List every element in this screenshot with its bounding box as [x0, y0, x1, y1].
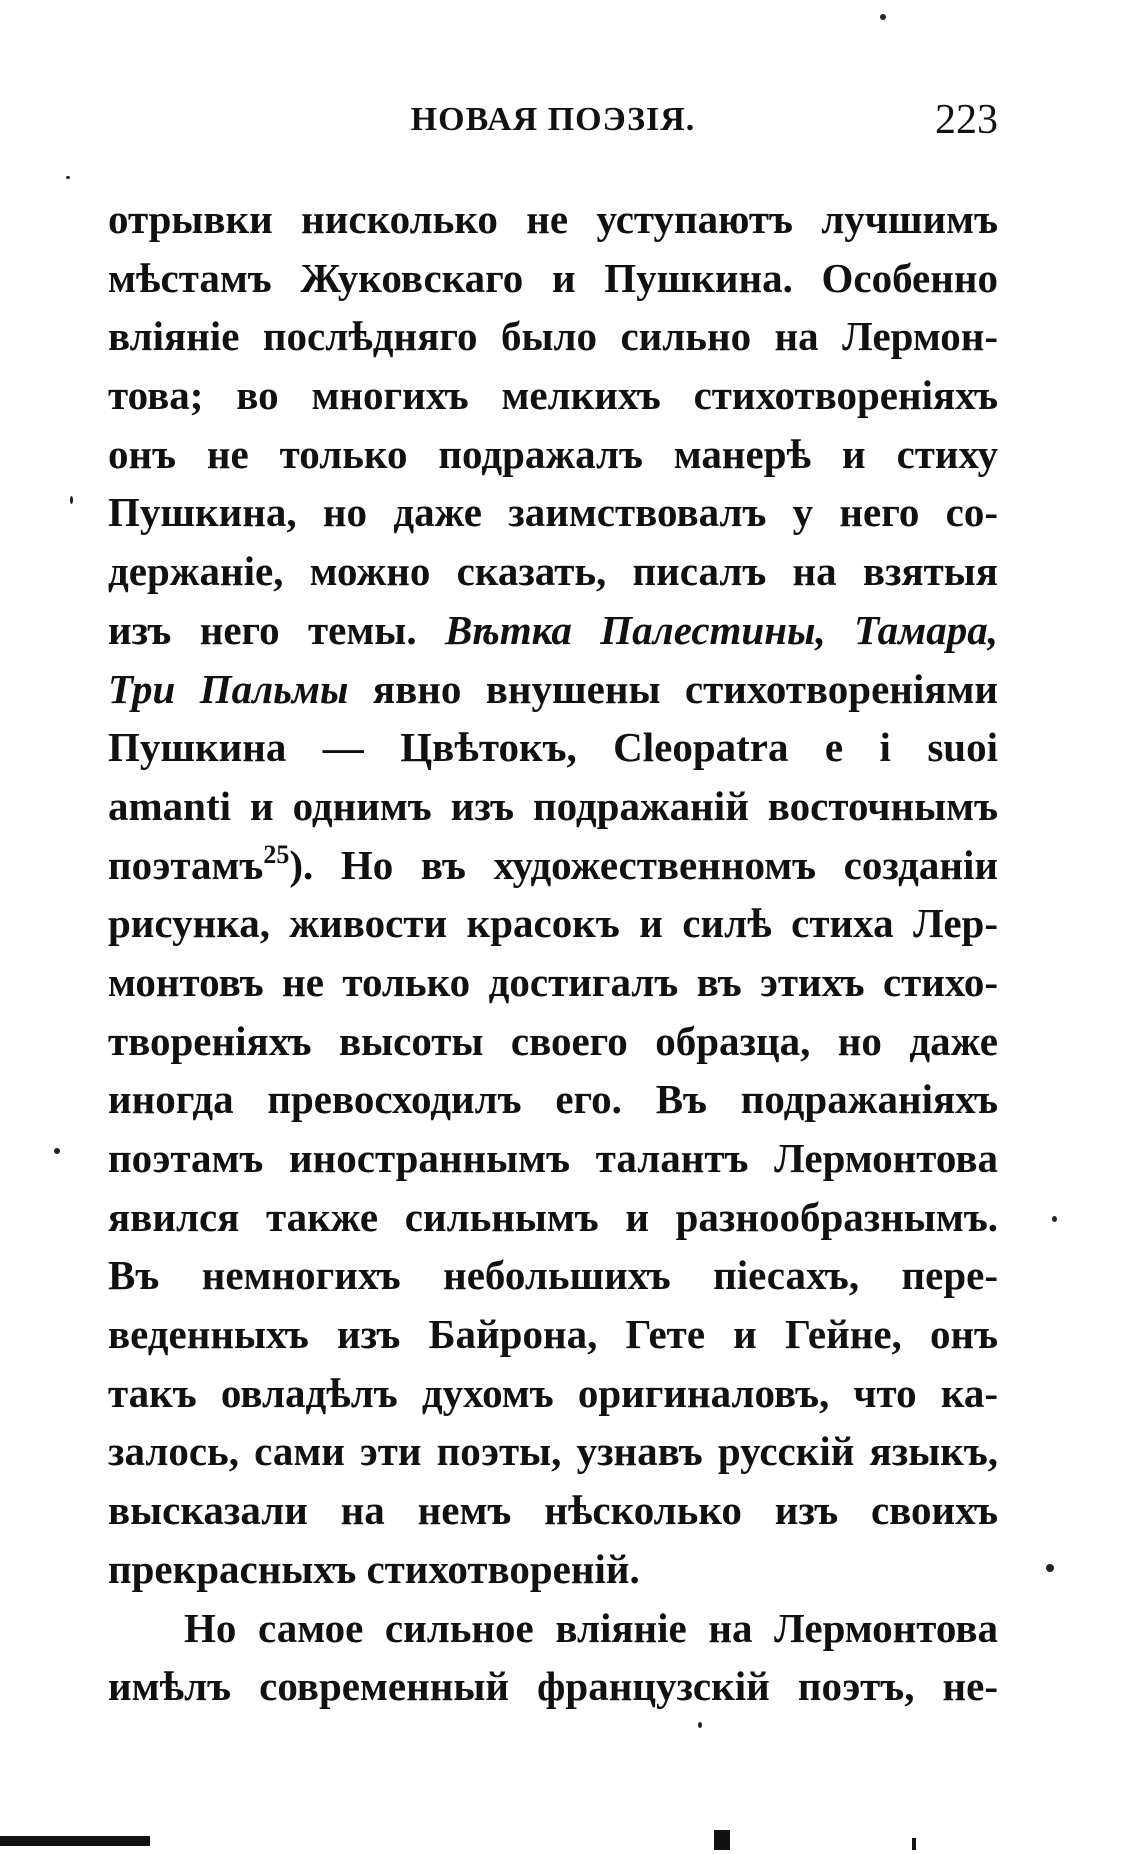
- text-line: твореніяхъ высоты своего образца, но даже: [108, 1017, 998, 1064]
- text-line: залось, сами эти поэты, узнавъ русскій языкъ,: [108, 1428, 998, 1475]
- scan-edge-corner: [912, 1838, 916, 1850]
- text-line: монтовъ не только достигалъ въ этихъ стихо-: [108, 958, 998, 1005]
- text-line: Пушкина, но даже заимствовалъ у него со-: [108, 489, 998, 536]
- running-title: НОВАЯ ПОЭЗІЯ.: [410, 101, 696, 138]
- scan-edge-left: [0, 1836, 150, 1846]
- text-line: высказали на немъ нѣсколько изъ своихъ: [108, 1487, 998, 1534]
- scan-speck: [66, 176, 70, 179]
- text-line: такъ овладѣлъ духомъ оригиналовъ, что ка-: [108, 1369, 998, 1416]
- text-line: мѣстамъ Жуковскаго и Пушкина. Особенно: [108, 254, 998, 301]
- text-line: поэтамъ иностраннымъ талантъ Лермонтова: [108, 1135, 998, 1181]
- footnote-marker: 25: [263, 839, 290, 869]
- text-line: иногда превосходилъ его. Въ подражаніяхъ: [108, 1076, 998, 1123]
- text-line: явился также сильнымъ и разнообразнымъ.: [108, 1193, 998, 1240]
- body-text: [108, 190, 998, 1716]
- text-line: прекрасныхъ стихотвореній.: [108, 1545, 640, 1592]
- scan-edge-right: [714, 1830, 730, 1850]
- scan-speck: [698, 1722, 702, 1728]
- text-line: поэтамъ$^{25}$). Но въ художественномъ созданіи: [108, 839, 998, 888]
- paragraph-first-line: Но самое сильное вліяніе на Лермонтова: [184, 1604, 998, 1651]
- text-line: имѣлъ современный французскій поэтъ, не-: [108, 1663, 998, 1710]
- text-line: Пушкина — Цвѣтокъ, Cleopatra e i suoi: [108, 724, 998, 771]
- text-line: онъ не только подражалъ манерѣ и стиху: [108, 430, 998, 477]
- scan-speck: [1046, 1564, 1054, 1572]
- text-line: веденныхъ изъ Байрона, Гете и Гейне, онъ: [108, 1311, 998, 1358]
- scan-speck: [880, 14, 886, 20]
- text-line: держаніе, можно сказать, писалъ на взятыя: [108, 548, 998, 595]
- scan-speck: [70, 496, 73, 504]
- text-line: рисунка, живости красокъ и силѣ стиха Лер-: [108, 900, 998, 947]
- scan-speck: [54, 1148, 60, 1154]
- running-head: [108, 92, 998, 148]
- text-line: вліяніе послѣдняго было сильно на Лермон-: [108, 313, 998, 360]
- text-line: отрывки нисколько не уступаютъ лучшимъ: [108, 196, 998, 242]
- text-line: изъ него темы. Вѣтка Палестины, Тамара,: [108, 606, 998, 653]
- scan-speck: [1052, 1216, 1057, 1222]
- page-number: 223: [935, 97, 998, 143]
- text-line: amanti и однимъ изъ подражаній восточнымъ: [108, 782, 998, 829]
- text-line: Въ немногихъ небольшихъ піесахъ, пере-: [108, 1252, 998, 1299]
- italic-title: Вѣтка Палестины, Тамара,: [445, 606, 998, 653]
- italic-title: Три Пальмы: [108, 665, 349, 712]
- text-line: това; во многихъ мелкихъ стихотвореніяхъ: [108, 372, 998, 419]
- text-line: Три Пальмы явно внушены стихотвореніями: [108, 665, 998, 712]
